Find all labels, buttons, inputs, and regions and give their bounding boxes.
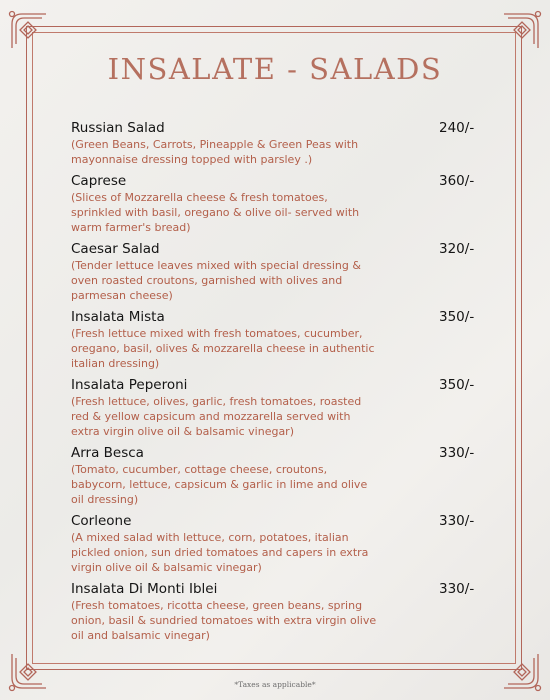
item-description: (Fresh lettuce, olives, garlic, fresh tomatoes, roasted red & yellow capsicum and mozzarella served with extra virgin olive oil & balsamic vinegar): [71, 395, 362, 438]
item-name: Insalata Peperoni: [71, 377, 188, 393]
item-price: 330/-: [439, 445, 475, 461]
item-price: 350/-: [439, 309, 475, 325]
item-name: Insalata Di Monti Iblei: [71, 581, 218, 597]
item-price: 350/-: [439, 377, 475, 393]
page-title: INSALATE - SALADS: [107, 52, 443, 86]
item-name: Arra Besca: [71, 445, 144, 461]
menu-item: [71, 173, 491, 235]
item-name: Insalata Mista: [71, 309, 165, 325]
item-name: Russian Salad: [71, 120, 165, 136]
item-description: (A mixed salad with lettuce, corn, potatoes, italian pickled onion, sun dried tomatoes and capers in extra virgin olive oil & balsamic vinegar): [71, 531, 369, 574]
menu-item: [71, 377, 491, 439]
item-price: 330/-: [439, 581, 475, 597]
item-price: 330/-: [439, 513, 475, 529]
menu-item: [71, 513, 491, 575]
item-description: (Fresh tomatoes, ricotta cheese, green beans, spring onion, basil & sundried tomatoes with extra virgin olive oil and balsamic vinegar): [71, 599, 377, 642]
item-name: Caesar Salad: [71, 241, 160, 257]
item-name: Caprese: [71, 173, 127, 189]
taxes-note: *Taxes as applicable*: [234, 680, 316, 689]
item-description: (Tender lettuce leaves mixed with special dressing & oven roasted croutons, garnished with olives and parmesan cheese): [71, 259, 361, 302]
menu-list: [71, 120, 491, 649]
item-price: 320/-: [439, 241, 475, 257]
item-description: (Tomato, cucumber, cottage cheese, croutons, babycorn, lettuce, capsicum & garlic in lime and olive oil dressing): [71, 463, 368, 506]
item-description: (Green Beans, Carrots, Pineapple & Green Peas with mayonnaise dressing topped with parsley .): [71, 138, 359, 166]
item-price: 360/-: [439, 173, 475, 189]
item-description: (Slices of Mozzarella cheese & fresh tomatoes, sprinkled with basil, oregano & olive oil- served with warm farmer's bread): [71, 191, 360, 234]
menu-item: [71, 309, 491, 371]
corner-ornament-icon: [498, 8, 544, 54]
corner-ornament-icon: [6, 8, 52, 54]
item-name: Corleone: [71, 513, 132, 529]
item-description: (Fresh lettuce mixed with fresh tomatoes, cucumber, oregano, basil, olives & mozzarella cheese in authentic italian dressing): [71, 327, 375, 370]
item-price: 240/-: [439, 120, 475, 136]
menu-item: [71, 120, 491, 167]
menu-item: [71, 581, 491, 643]
menu-item: [71, 241, 491, 303]
menu-item: [71, 445, 491, 507]
